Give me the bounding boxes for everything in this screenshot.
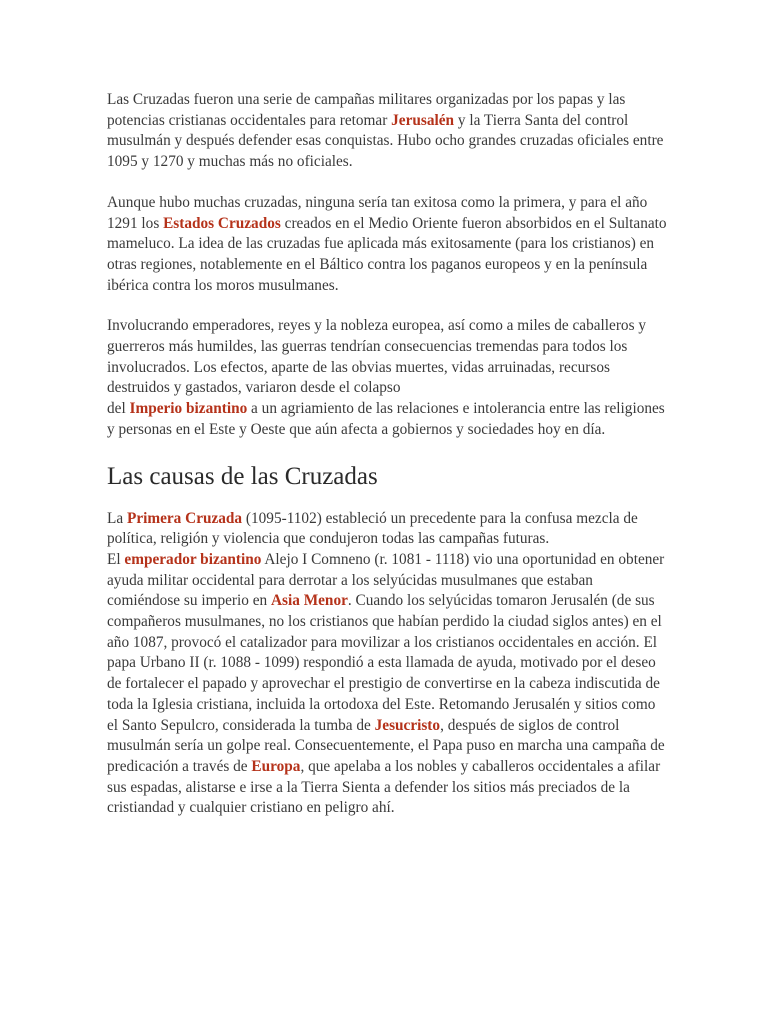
link-imperio-bizantino[interactable]: Imperio bizantino: [129, 400, 248, 418]
paragraph-text: creados en el Medio Oriente fueron absorbidos en el Sultanato mameluco. La idea de las cruzadas fue aplicada más exitosamente (para los cristianos) en otras regiones, notablemente en el Báltico contra los paganos europeos y en la península ibérica contra los moros musulmanes.: [107, 214, 667, 294]
article: [107, 90, 667, 839]
paragraph-text: , que apelaba a los nobles y caballeros occidentales a afilar sus espadas, alistarse e irse a la Tierra Sienta a defender los sitios más preciados de la cristiandad y cualquier cristiano en peligro ahí.: [107, 757, 661, 817]
paragraph-text: Aunque hubo muchas cruzadas, ninguna sería tan exitosa como la primera, y para el año 1291 los: [107, 193, 648, 232]
link-primera-cruzada[interactable]: Primera Cruzada: [126, 509, 243, 527]
paragraph-crusader-states: [107, 193, 667, 297]
paragraph-text: Alejo I Comneno (r. 1081 - 1118) vio una oportunidad en obtener ayuda militar occidental para derrotar a los selyúcidas musulmanes que estaban comiéndose su imperio en: [107, 550, 665, 610]
paragraph-text: Las Cruzadas fueron una serie de campañas militares organizadas por los papas y las potencias cristianas occidentales para retomar: [107, 91, 626, 129]
link-jerusalen[interactable]: Jerusalén: [391, 111, 455, 129]
paragraph-text: (1095-1102) estableció un precedente para la confusa mezcla de política, religión y violencia que condujeron todas las campañas futuras. El: [107, 509, 638, 568]
paragraph-text: y la Tierra Santa del control musulmán y después defender esas conquistas. Hubo ocho grandes cruzadas oficiales entre 1095 y 1270 y muchas más no oficiales.: [107, 111, 664, 171]
link-jesucristo[interactable]: Jesucristo: [374, 716, 441, 734]
paragraph-text: . Cuando los selyúcidas tomaron Jerusalén (de sus compañeros musulmanes, no los cristianos que habían perdido la ciudad siglos antes) en el año 1087, provocó el catalizador para movilizar a los cristianos occidentales en acción. El papa Urbano II (r. 1088 - 1099) respondió a esta llamada de ayuda, motivado por el deseo de fortalecer el papado y aprovechar el prestigio de convertirse en la cabeza indiscutida de toda la Iglesia cristiana, incluida la ortodoxa del Este. Retomando Jerusalén y sitios como el Santo Sepulcro, considerada la tumba de: [107, 592, 662, 734]
paragraph-text: , después de siglos de control musulmán sería un golpe real. Consecuentemente, el Papa puso en marcha una campaña de predicación a través de: [107, 716, 665, 775]
link-emperador-bizantino[interactable]: emperador bizantino: [124, 550, 262, 568]
section-heading: Las causas de las Cruzadas: [107, 462, 378, 490]
link-asia-menor[interactable]: Asia Menor: [270, 592, 348, 610]
paragraph-intro: [107, 90, 667, 173]
paragraph-text: Involucrando emperadores, reyes y la nobleza europea, así como a miles de caballeros y guerreros más humildes, las guerras tendrían consecuencias tremendas para todos los involucrados. Los efectos, aparte de las obvias muertes, vidas arruinadas, recursos destruidos y gastados, variaron desde el colapso del: [107, 317, 646, 418]
link-europa[interactable]: Europa: [251, 757, 301, 775]
paragraph-consequences: [107, 316, 667, 440]
link-estados-cruzados[interactable]: Estados Cruzados: [163, 214, 281, 232]
paragraph-text: La: [107, 509, 127, 527]
paragraph-causes: [107, 509, 667, 820]
paragraph-text: a un agriamiento de las relaciones e intolerancia entre las religiones y personas en el Este y Oeste que aún afecta a gobiernos y sociedades hoy en día.: [107, 400, 665, 438]
